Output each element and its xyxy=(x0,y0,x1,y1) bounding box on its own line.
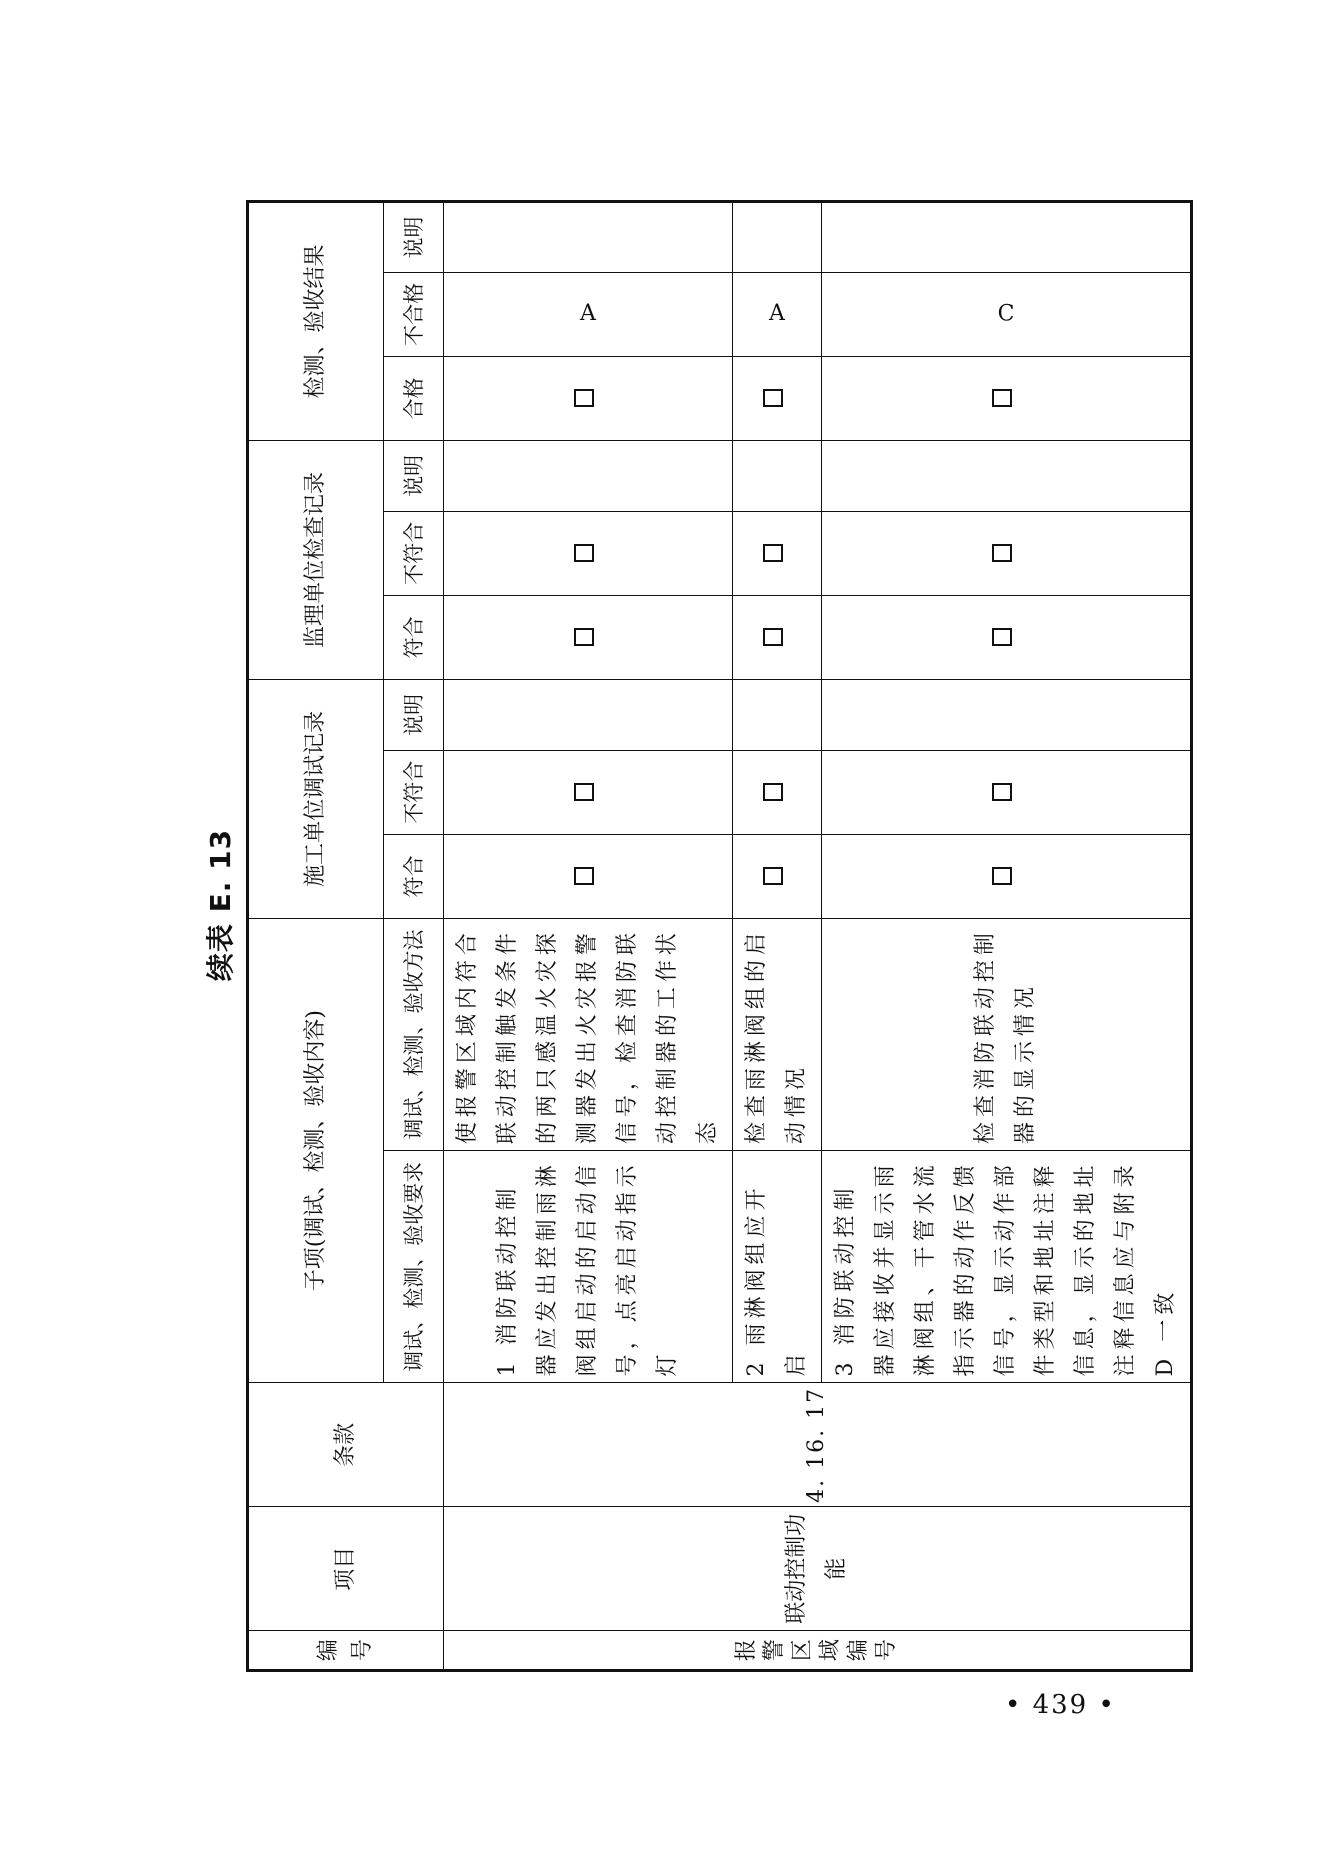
construction-note-cell[interactable] xyxy=(822,679,1192,750)
result-class-mark: A xyxy=(769,301,785,327)
header-construction-conform: 符合 xyxy=(384,834,444,918)
header-supervision-record: 监理单位检查记录 xyxy=(248,441,384,680)
result-note-cell[interactable] xyxy=(733,202,822,273)
header-number-text: 编号 xyxy=(316,1639,375,1662)
header-supervision-conform: 符合 xyxy=(384,595,444,679)
page-number: • 439 • xyxy=(1005,1690,1116,1720)
result-fail-cell xyxy=(444,272,733,356)
construction-conform-checkbox[interactable] xyxy=(763,867,783,885)
header-supervision-nonconform: 不符合 xyxy=(384,511,444,595)
table-row xyxy=(444,202,733,1671)
result-note-cell[interactable] xyxy=(822,202,1192,273)
supervision-nonconform-checkbox[interactable] xyxy=(992,544,1012,562)
header-requirement: 调试、检测、验收要求 xyxy=(384,1151,444,1383)
result-pass-cell xyxy=(444,356,733,440)
supervision-conform-cell xyxy=(822,595,1192,679)
method-cell: 检查消防联动控制器的显示情况 xyxy=(822,918,1192,1150)
result-class-mark: C xyxy=(997,301,1015,327)
clause-number: 4. 16. 17 xyxy=(804,1386,829,1503)
result-note-cell[interactable] xyxy=(444,202,733,273)
header-result-pass: 合格 xyxy=(384,356,444,440)
result-pass-checkbox[interactable] xyxy=(574,389,594,407)
header-construction-record: 施工单位调试记录 xyxy=(248,679,384,918)
supervision-note-cell[interactable] xyxy=(822,441,1192,512)
header-subitem: 子项(调试、检测、验收内容) xyxy=(248,918,384,1383)
header-result-note: 说明 xyxy=(384,202,444,273)
result-class-mark: A xyxy=(580,301,596,327)
supervision-conform-cell xyxy=(733,595,822,679)
construction-conform-cell xyxy=(822,834,1192,918)
acceptance-table xyxy=(246,200,1193,1672)
construction-nonconform-cell xyxy=(733,750,822,834)
supervision-note-cell[interactable] xyxy=(733,441,822,512)
header-construction-note: 说明 xyxy=(384,679,444,750)
construction-conform-cell xyxy=(444,834,733,918)
alarm-zone-number-cell xyxy=(444,1631,1192,1671)
result-fail-cell xyxy=(733,272,822,356)
supervision-conform-checkbox[interactable] xyxy=(574,628,594,646)
construction-nonconform-checkbox[interactable] xyxy=(763,783,783,801)
supervision-nonconform-cell xyxy=(822,511,1192,595)
construction-conform-checkbox[interactable] xyxy=(992,867,1012,885)
clause-cell xyxy=(444,1383,1192,1507)
construction-note-cell[interactable] xyxy=(444,679,733,750)
supervision-conform-cell xyxy=(444,595,733,679)
requirement-cell: 2 雨淋阀组应开启 xyxy=(733,1151,822,1383)
construction-nonconform-checkbox[interactable] xyxy=(992,783,1012,801)
header-construction-nonconform: 不符合 xyxy=(384,750,444,834)
header-row-main xyxy=(248,202,384,1671)
result-pass-checkbox[interactable] xyxy=(763,389,783,407)
header-result-fail: 不合格 xyxy=(384,272,444,356)
alarm-zone-number-label: 报警区域编号 xyxy=(734,1639,899,1662)
header-method: 调试、检测、验收方法 xyxy=(384,918,444,1150)
supervision-note-cell[interactable] xyxy=(444,441,733,512)
construction-nonconform-cell xyxy=(444,750,733,834)
header-inspection-result: 检测、验收结果 xyxy=(248,202,384,441)
construction-conform-cell xyxy=(733,834,822,918)
method-cell: 检查雨淋阀组的启动情况 xyxy=(733,918,822,1150)
supervision-nonconform-checkbox[interactable] xyxy=(763,544,783,562)
header-number xyxy=(248,1631,444,1671)
construction-nonconform-cell xyxy=(822,750,1192,834)
supervision-conform-checkbox[interactable] xyxy=(763,628,783,646)
header-project: 项目 xyxy=(248,1507,444,1631)
construction-note-cell[interactable] xyxy=(733,679,822,750)
method-cell: 使报警区域内符合联动控制触发条件的两只感温火灾探测器发出火灾报警信号，检查消防联动控制器的工作状态 xyxy=(444,918,733,1150)
supervision-nonconform-cell xyxy=(733,511,822,595)
supervision-conform-checkbox[interactable] xyxy=(992,628,1012,646)
construction-conform-checkbox[interactable] xyxy=(574,867,594,885)
acceptance-table-container xyxy=(246,200,1178,1672)
header-clause: 条款 xyxy=(248,1383,444,1507)
project-name-cell: 联动控制功能 xyxy=(444,1507,1192,1631)
construction-nonconform-checkbox[interactable] xyxy=(574,783,594,801)
supervision-nonconform-cell xyxy=(444,511,733,595)
supervision-nonconform-checkbox[interactable] xyxy=(574,544,594,562)
result-pass-cell xyxy=(733,356,822,440)
result-pass-cell xyxy=(822,356,1192,440)
header-supervision-note: 说明 xyxy=(384,441,444,512)
result-pass-checkbox[interactable] xyxy=(992,389,1012,407)
table-title: 续表 E. 13 xyxy=(204,828,237,982)
requirement-cell: 3 消防联动控制器应接收并显示雨淋阀组、干管水流指示器的动作反馈信号，显示动作部件类型和地址注释信息，显示的地址注释信息应与附录 D 一致 xyxy=(822,1151,1192,1383)
requirement-cell: 1 消防联动控制器应发出控制雨淋阀组启动的启动信号，点亮启动指示灯 xyxy=(444,1151,733,1383)
result-fail-cell xyxy=(822,272,1192,356)
